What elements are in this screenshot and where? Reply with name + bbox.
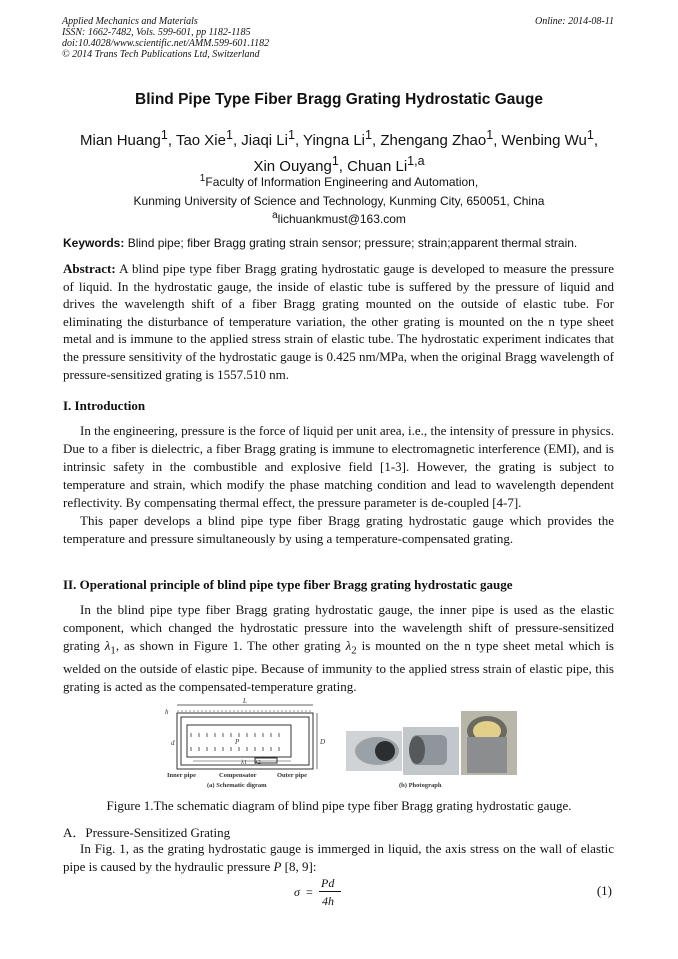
label-d: d <box>171 739 175 747</box>
author: Chuan Li$^{1,a}$ <box>347 154 425 175</box>
inner-pipe-outline <box>181 717 309 765</box>
doi-line: doi:10.4028/www.scientific.net/AMM.599-601.1182 <box>62 38 270 49</box>
paragraph: In the engineering, pressure is the force of liquid per unit area, i.e., the intensity of pressure in physics. Due to a fiber is dielectric, a fiber Bragg grating is immune to electromagnetic interference (EMI), and is intrinsic safety in the combustible and explosive field [1-3]. However, the grating is subject to temperature and strain, which modify the phase matching condition and lead to wavelength dependent reflectivity. By compensating thermal effect, the pressure parameter is de-coupled [4-7]. <box>63 423 614 510</box>
author: Yingna Li$^1$, <box>303 128 381 149</box>
label-lambda2: λ2 <box>255 760 261 766</box>
label-compensator: Compensator <box>219 772 257 779</box>
author: Mian Huang$^1$, <box>80 128 176 149</box>
subsection-body <box>63 840 614 876</box>
eq-numerator: Pd <box>321 876 335 890</box>
section-heading: II. Operational principle of blind pipe type fiber Bragg grating hydrostatic gauge <box>63 577 513 592</box>
affiliation: $^1$Faculty of Information Engineering and Automation, Kunming University of Science and Technology, Kunming City, 650051, China <box>133 173 545 208</box>
eq-equals: = <box>306 885 313 899</box>
label-photograph: (b) Photograph <box>399 782 442 789</box>
label-lambda1: λ1 <box>241 760 247 766</box>
introduction-body <box>63 422 614 548</box>
keywords: Keywords: Blind pipe; fiber Bragg grating strain sensor; pressure; strain;apparent thermal strain. <box>63 236 578 250</box>
equation-1 <box>294 876 342 908</box>
author-line-1 <box>0 125 678 151</box>
paper-title: Blind Pipe Type Fiber Bragg Grating Hydrostatic Gauge <box>135 91 543 108</box>
figure-1 <box>163 697 518 792</box>
paragraph: In the blind pipe type fiber Bragg grating hydrostatic gauge, the inner pipe is used as the elastic component, which changed the hydrostatic pressure into the wavelength shift of pressure-sensitized grating $\lambda_1$, as shown in Figure 1. The other grating $\lambda_2$ is mounted on the n type sheet metal which is welded on the outside of elastic pipe. Because of immunity to the applied stress strain of elastic pipe, this grating is acted as the compensated-temperature grating. <box>63 602 614 694</box>
label-inner-pipe: Inner pipe <box>167 772 196 779</box>
label-h: h <box>165 708 169 716</box>
eq-lhs: σ <box>294 885 300 899</box>
principle-body <box>63 601 614 696</box>
schematic-diagram <box>165 697 325 789</box>
journal-name: Applied Mechanics and Materials <box>62 16 198 27</box>
eq-denominator: 4h <box>322 894 334 908</box>
figure-caption: Figure 1.The schematic diagram of blind pipe type fiber Bragg grating hydrostatic gauge. <box>106 798 572 813</box>
equation-number: (1) <box>596 883 612 898</box>
figure-graphic <box>163 697 518 792</box>
section-heading: I. Introduction <box>63 398 146 413</box>
photograph-panel <box>346 711 517 789</box>
label-L: L <box>243 697 247 705</box>
copyright-line: © 2014 Trans Tech Publications Ltd, Switzerland <box>62 49 260 60</box>
abstract-label: Abstract: <box>63 261 116 276</box>
label-P: P <box>235 738 240 746</box>
online-date: Online: 2014-08-11 <box>535 16 614 27</box>
author: Xin Ouyang$^1$, <box>253 154 348 175</box>
author: Wenbing Wu$^1$, <box>501 128 598 149</box>
label-outer-pipe: Outer pipe <box>277 772 308 779</box>
keywords-label: Keywords: <box>63 236 125 250</box>
author-email: $^a$lichuankmust@163.com <box>272 210 406 226</box>
author: Tao Xie$^1$, <box>175 128 242 149</box>
abstract: Abstract: A blind pipe type fiber Bragg grating hydrostatic gauge is developed to measure the pressure of liquid. In the hydrostatic gauge, the inside of elastic tube is suffered by the pressure of liquid and drives the wavelength shift of a fiber Bragg grating mounted on the outside of elastic tube. For eliminating the disturbance of temperature variation, the other grating is mounted on the n type sheet metal and is immune to the applied stress strain of elastic tube. The hydrostatic experiment indicates that the pressure sensitivity of the hydrostatic gauge is 0.425 nm/MPa, when the original Bragg wavelength of pressure-sensitized grating is 1557.510 nm. <box>63 261 614 382</box>
label-schematic: (a) Schematic digram <box>207 782 267 789</box>
issn-line: ISSN: 1662-7482, Vols. 599-601, pp 1182-1185 <box>62 27 251 38</box>
author: Zhengang Zhao$^1$, <box>380 128 502 149</box>
journal-header <box>62 16 269 60</box>
label-D: D <box>320 738 326 746</box>
subsection-heading: A．Pressure-Sensitized Grating <box>63 825 231 840</box>
author: Jiaqi Li$^1$, <box>241 128 304 149</box>
fraction-bar <box>319 891 341 892</box>
paragraph: In Fig. 1, as the grating hydrostatic gauge is immerged in liquid, the axis stress on the wall of elastic pipe is caused by the hydraulic pressure P [8, 9]: <box>63 841 614 874</box>
paragraph: This paper develops a blind pipe type fiber Bragg grating hydrostatic gauge which provides the temperature and pressure simultaneously by using a temperature-compensated grating. <box>63 513 614 546</box>
